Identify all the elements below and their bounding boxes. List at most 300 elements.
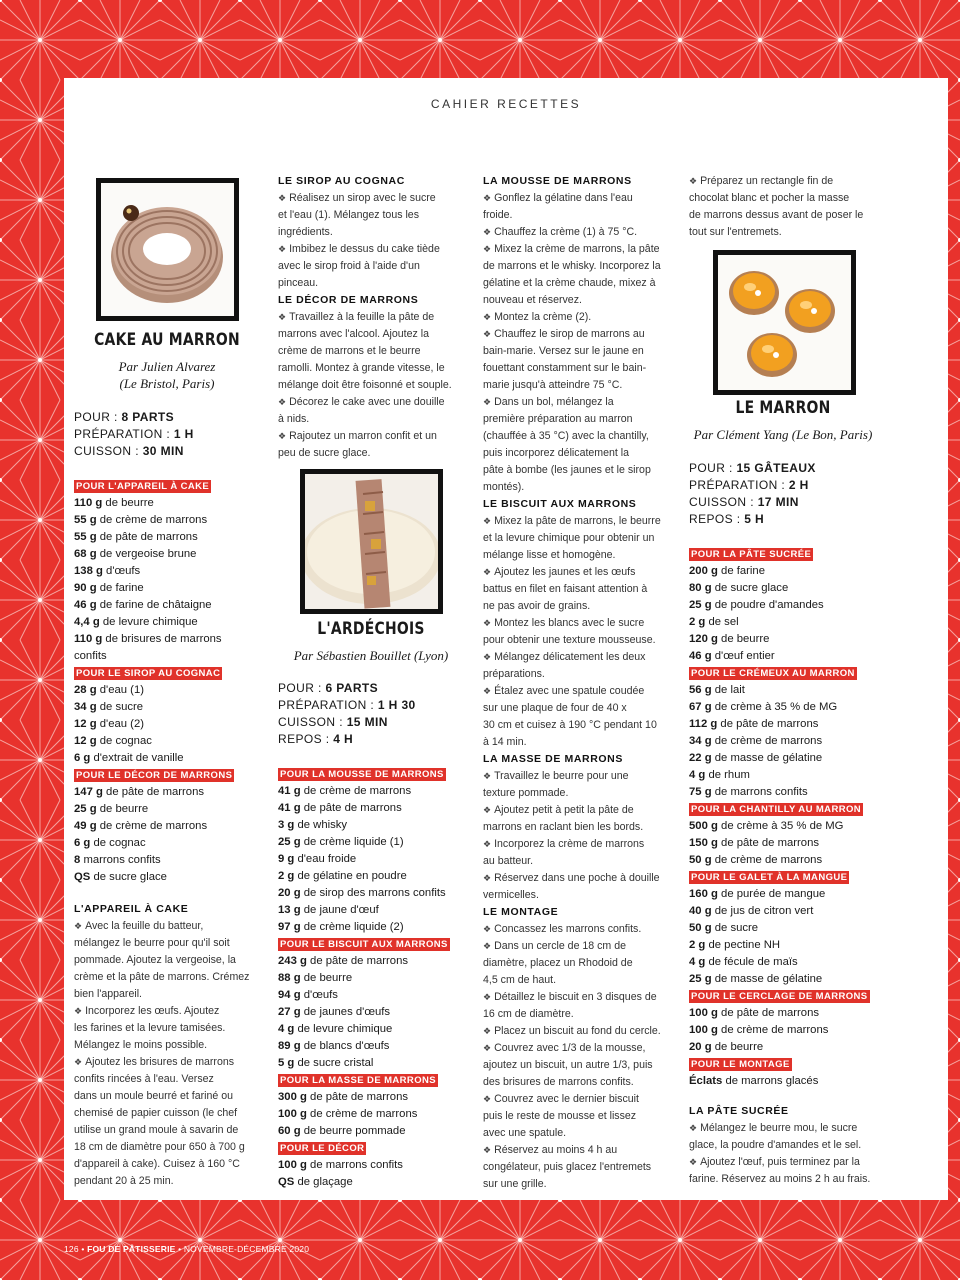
- step-text: montés).: [483, 481, 525, 493]
- step-line: [278, 309, 466, 326]
- step-text: ingrédients.: [278, 226, 333, 238]
- method-steps: [278, 173, 466, 462]
- ingredient-label: de pâte de marrons: [310, 955, 408, 967]
- bullet-icon: ❖: [483, 924, 492, 934]
- ingredient-qty: 4 g: [689, 769, 706, 781]
- ingredient-label: d'extrait de vanille: [93, 752, 184, 764]
- ingredient-item: [278, 970, 470, 987]
- step-text: Décorez le cake avec une douille: [289, 396, 445, 408]
- ingredient-item: [278, 919, 470, 936]
- ingredient-label: de marrons confits: [310, 1159, 403, 1171]
- bullet-icon: ❖: [74, 921, 83, 931]
- ingredient-item: [74, 682, 264, 699]
- bullet-icon: ❖: [278, 244, 287, 254]
- recipe-title: LE MARRON: [735, 398, 831, 418]
- step-text: Ajoutez petit à petit la pâte de: [494, 804, 634, 816]
- ingredient-label: de pâte de marrons: [303, 802, 402, 814]
- step-line: [483, 972, 675, 989]
- ingredient-qty: 2 g: [689, 939, 706, 951]
- step-line: [483, 428, 675, 445]
- ingredient-qty: 100 g: [278, 1108, 307, 1120]
- step-text: vermicelles.: [483, 889, 539, 901]
- ingredient-label: de pâte de marrons: [721, 1007, 819, 1019]
- step-text: 16 cm de diamètre.: [483, 1008, 574, 1020]
- ingredient-label: de crème à 35 % de MG: [721, 820, 844, 832]
- ingredient-qty: 49 g: [74, 820, 97, 832]
- step-text: Mixez la pâte de marrons, le beurre: [494, 515, 661, 527]
- recipe-meta: [278, 680, 464, 748]
- step-text: avec une spatule.: [483, 1127, 567, 1139]
- ingredient-qty: 55 g: [74, 531, 97, 543]
- bullet-icon: ❖: [483, 1094, 492, 1104]
- ingredient-label: d'eau (2): [99, 718, 144, 730]
- recipe-meta: [689, 460, 877, 528]
- step-text: Placez un biscuit au fond du cercle.: [494, 1025, 661, 1037]
- ingredient-qty: 500 g: [689, 820, 718, 832]
- step-text: texture pommade.: [483, 787, 569, 799]
- step-text: de marrons dessus avant de poser le: [689, 209, 864, 221]
- ingredient-item: [689, 580, 881, 597]
- ingredient-qty: 12 g: [74, 718, 97, 730]
- ingredient-item: [74, 835, 264, 852]
- bullet-icon: ❖: [483, 227, 492, 237]
- ingredient-item: [689, 835, 881, 852]
- bullet-icon: ❖: [483, 618, 492, 628]
- ingredient-label: de rhum: [708, 769, 750, 781]
- method-steps: [689, 173, 881, 241]
- ingredient-label: de crème de marrons: [721, 1024, 829, 1036]
- ingredient-qty: 34 g: [74, 701, 97, 713]
- step-text: Montez les blancs avec le sucre: [494, 617, 645, 629]
- ingredient-item: [278, 851, 470, 868]
- ingredient-label: marrons confits: [83, 854, 161, 866]
- step-text: diamètre, placez un Rhodoid de: [483, 957, 633, 969]
- step-line: [483, 819, 675, 836]
- ingredient-item: [74, 801, 264, 818]
- step-line: [483, 530, 675, 547]
- ingredient-label: de jaune d'œuf: [303, 904, 379, 916]
- ingredient-qty: 22 g: [689, 752, 712, 764]
- step-text: farine. Réservez au moins 2 h au frais.: [689, 1173, 871, 1185]
- ingredient-label: d'œuf entier: [714, 650, 775, 662]
- ingredient-item: [689, 699, 881, 716]
- meta-prep: PRÉPARATION : 1 H 30: [278, 698, 416, 712]
- ingredient-qty: 243 g: [278, 955, 307, 967]
- step-line: [483, 547, 675, 564]
- recipe-title: L'ARDÉCHOIS: [317, 619, 425, 639]
- ingredient-list: [689, 546, 881, 1090]
- ingredient-label: de crème de marrons: [310, 1108, 418, 1120]
- ingredient-item: [74, 597, 264, 614]
- ingredient-group-title: POUR L'APPAREIL À CAKE: [76, 481, 210, 492]
- ingredient-item: [278, 783, 470, 800]
- ingredient-label: de levure chimique: [297, 1023, 393, 1035]
- step-line: [483, 768, 675, 785]
- step-line: [278, 326, 466, 343]
- step-line: [483, 1006, 675, 1023]
- step-text: Couvrez avec 1/3 de la mousse,: [494, 1042, 646, 1054]
- step-line: [689, 207, 881, 224]
- step-line: [483, 683, 675, 700]
- ingredient-qty: 110 g: [74, 497, 103, 509]
- step-text: pour obtenir une texture mousseuse.: [483, 634, 656, 646]
- step-line: [483, 989, 675, 1006]
- bullet-icon: ❖: [483, 329, 492, 339]
- ingredient-qty: QS: [74, 871, 91, 883]
- ingredient-qty: 160 g: [689, 888, 718, 900]
- step-line: [483, 1057, 675, 1074]
- step-text: Détaillez le biscuit en 3 disques de: [494, 991, 657, 1003]
- meta-cuisson: CUISSON : 17 MIN: [689, 495, 799, 509]
- ingredient-qty: 150 g: [689, 837, 718, 849]
- ingredient-qty: 50 g: [689, 922, 712, 934]
- step-heading: LA MOUSSE DE MARRONS: [483, 175, 632, 187]
- step-line: [483, 598, 675, 615]
- step-text: peu de sucre glace.: [278, 447, 371, 459]
- bullet-icon: ❖: [483, 516, 492, 526]
- ingredient-label: de sel: [708, 616, 739, 628]
- step-text: froide.: [483, 209, 513, 221]
- ingredient-label: de gélatine en poudre: [297, 870, 407, 882]
- ingredient-qty: 12 g: [74, 735, 97, 747]
- step-line: [74, 969, 264, 986]
- ingredient-qty: 25 g: [74, 803, 97, 815]
- step-line: [483, 1159, 675, 1176]
- step-line: [689, 1120, 881, 1137]
- ingredient-label: de farine: [99, 582, 144, 594]
- ingredient-label: de crème à 35 % de MG: [714, 701, 838, 713]
- ingredient-item: [689, 614, 881, 631]
- ingredient-item: [278, 1157, 470, 1174]
- meta-pour: POUR : 8 PARTS: [74, 410, 175, 424]
- step-line: [74, 1071, 264, 1088]
- ingredient-qty: 25 g: [689, 599, 712, 611]
- ingredient-item: [689, 733, 881, 750]
- bullet-icon: ❖: [483, 941, 492, 951]
- ingredient-item: [278, 987, 470, 1004]
- ingredient-qty: 6 g: [74, 752, 91, 764]
- step-line: [74, 952, 264, 969]
- ingredient-item: [74, 750, 264, 767]
- step-line: [483, 479, 675, 496]
- ingredient-label: de poudre d'amandes: [714, 599, 824, 611]
- ingredient-label: de crème de marrons: [99, 514, 208, 526]
- step-text: Ajoutez les brisures de marrons: [85, 1056, 235, 1068]
- step-text: Montez la crème (2).: [494, 311, 592, 323]
- ingredient-item: [74, 869, 264, 886]
- bullet-icon: ❖: [689, 1157, 698, 1167]
- step-line: [483, 411, 675, 428]
- ingredient-label: de levure chimique: [102, 616, 198, 628]
- step-text: Travaillez le beurre pour une: [494, 770, 629, 782]
- ingredient-item: [74, 784, 264, 801]
- ingredient-item: [689, 903, 881, 920]
- step-text: crème et la pâte de marrons. Crémez: [74, 971, 250, 983]
- bullet-icon: ❖: [483, 873, 492, 883]
- step-line: [483, 1142, 675, 1159]
- step-line: [74, 1173, 264, 1190]
- bullet-icon: ❖: [483, 1145, 492, 1155]
- step-line: [689, 173, 881, 190]
- ingredient-label: de sucre glace: [714, 582, 789, 594]
- step-line: [483, 717, 675, 734]
- bullet-icon: ❖: [483, 1026, 492, 1036]
- step-text: crème de marrons et le beurre: [278, 345, 421, 357]
- ingredient-qty: 55 g: [74, 514, 97, 526]
- meta-cuisson: CUISSON : 15 MIN: [278, 715, 388, 729]
- step-text: ne pas avoir de grains.: [483, 600, 591, 612]
- step-text: chemisé de papier cuisson (le chef: [74, 1107, 238, 1119]
- ingredient-item: [278, 868, 470, 885]
- step-text: 18 cm de diamètre pour 650 à 700 g: [74, 1141, 245, 1153]
- step-heading: L'APPAREIL À CAKE: [74, 903, 189, 915]
- step-line: [483, 1108, 675, 1125]
- meta-pour: POUR : 15 GÂTEAUX: [689, 461, 816, 475]
- ingredient-item: [74, 818, 264, 835]
- step-line: [483, 785, 675, 802]
- step-line: [74, 1105, 264, 1122]
- step-text: de marrons et le whisky. Incorporez la: [483, 260, 661, 272]
- step-line: [483, 649, 675, 666]
- ingredient-qty: 5 g: [278, 1057, 295, 1069]
- step-line: [689, 190, 881, 207]
- bullet-icon: ❖: [689, 176, 698, 186]
- bullet-icon: ❖: [483, 805, 492, 815]
- step-line: [74, 935, 264, 952]
- ingredient-qty: 100 g: [278, 1159, 307, 1171]
- ingredient-label: de sucre cristal: [297, 1057, 374, 1069]
- ingredient-label: de beurre: [303, 972, 353, 984]
- bullet-icon: ❖: [74, 1057, 83, 1067]
- step-line: [74, 1020, 264, 1037]
- recipe-meta: [74, 409, 260, 460]
- ingredient-label: de beurre: [714, 1041, 764, 1053]
- ingredient-label: de whisky: [297, 819, 348, 831]
- ingredient-label: de jus de citron vert: [714, 905, 814, 917]
- ingredient-qty: 28 g: [74, 684, 97, 696]
- step-line: [689, 224, 881, 241]
- ingredient-item: [278, 817, 470, 834]
- bullet-icon: ❖: [278, 397, 287, 407]
- step-heading: LA PÂTE SUCRÉE: [689, 1105, 789, 1117]
- step-text: Mélangez délicatement les deux: [494, 651, 646, 663]
- ingredient-label: de sucre glace: [93, 871, 167, 883]
- ingredient-label: de blancs d'œufs: [303, 1040, 390, 1052]
- bullet-icon: ❖: [483, 992, 492, 1002]
- ingredient-qty: 56 g: [689, 684, 712, 696]
- ingredient-label: de fécule de maïs: [708, 956, 798, 968]
- ingredient-qty: 40 g: [689, 905, 712, 917]
- ingredient-group-title: POUR LA PÂTE SUCRÉE: [691, 549, 812, 560]
- step-text: avec le sirop froid à l'aide d'un: [278, 260, 420, 272]
- ingredient-qty: 8: [74, 854, 81, 866]
- ingredient-item: [74, 699, 264, 716]
- ingredient-qty: 110 g: [74, 633, 103, 645]
- ingredient-label: de pectine NH: [708, 939, 781, 951]
- ingredient-label: de crème de marrons: [714, 735, 823, 747]
- ingredient-group-title: POUR LA CHANTILLY AU MARRON: [691, 804, 862, 815]
- cake-au-marron-photo: [96, 178, 239, 321]
- step-text: puis le reste de mousse et lissez: [483, 1110, 637, 1122]
- bullet-icon: ❖: [483, 312, 492, 322]
- ingredient-list: [74, 478, 264, 886]
- step-line: [483, 955, 675, 972]
- step-line: [483, 1125, 675, 1142]
- step-line: [278, 411, 466, 428]
- step-text: Imbibez le dessus du cake tiède: [289, 243, 440, 255]
- ingredient-item: [689, 750, 881, 767]
- ingredient-item: [74, 631, 264, 648]
- ingredient-qty: QS: [278, 1176, 295, 1188]
- step-text: préparations.: [483, 668, 545, 680]
- ingredient-label: de masse de gélatine: [714, 973, 823, 985]
- step-text: première préparation au marron: [483, 413, 633, 425]
- ingredient-qty: 41 g: [278, 802, 301, 814]
- ingredient-qty: 300 g: [278, 1091, 307, 1103]
- ingredient-qty: 67 g: [689, 701, 712, 713]
- step-line: [74, 918, 264, 935]
- step-line: [278, 241, 466, 258]
- step-line: [483, 1023, 675, 1040]
- ingredient-qty: 97 g: [278, 921, 301, 933]
- ingredient-label: de masse de gélatine: [714, 752, 823, 764]
- step-line: [74, 1088, 264, 1105]
- step-text: à nids.: [278, 413, 310, 425]
- step-text: ramolli. Montez à grande vitesse, le: [278, 362, 445, 374]
- step-text: tout sur l'entremets.: [689, 226, 782, 238]
- ingredient-item: [278, 902, 470, 919]
- step-line: [278, 224, 466, 241]
- step-text: dans un moule beurré et fariné ou: [74, 1090, 234, 1102]
- ingredient-qty: 120 g: [689, 633, 718, 645]
- chestnut-ring-cake-image: [101, 183, 234, 316]
- step-heading: LA MASSE DE MARRONS: [483, 753, 623, 765]
- step-line: [483, 870, 675, 887]
- ingredient-qty: 80 g: [689, 582, 712, 594]
- step-text: Étalez avec une spatule coudée: [494, 685, 645, 697]
- ingredient-qty: 68 g: [74, 548, 97, 560]
- step-heading: LE MONTAGE: [483, 906, 559, 918]
- step-line: [483, 241, 675, 258]
- step-text: gélatine et la crème chaude, mixez à: [483, 277, 656, 289]
- step-text: Travaillez à la feuille la pâte de: [289, 311, 435, 323]
- ingredient-qty: 100 g: [689, 1007, 718, 1019]
- step-text: Ajoutez l'œuf, puis terminez par la: [700, 1156, 860, 1168]
- step-line: [278, 394, 466, 411]
- ingredient-item: [689, 648, 881, 665]
- ingredient-qty: 2 g: [278, 870, 295, 882]
- step-text: mélangez le beurre pour qu'il soit: [74, 937, 230, 949]
- le-marron-photo: [713, 250, 856, 395]
- step-text: nouveau et réservez.: [483, 294, 582, 306]
- meta-repos: REPOS : 4 H: [278, 732, 354, 746]
- step-line: [74, 986, 264, 1003]
- ingredient-qty: 2 g: [689, 616, 706, 628]
- ingredient-label: de glaçage: [297, 1176, 353, 1188]
- step-line: [483, 309, 675, 326]
- step-line: [74, 1037, 264, 1054]
- ingredient-item: [689, 971, 881, 988]
- ingredient-label: de farine de châtaigne: [99, 599, 212, 611]
- step-text: et l'eau (1). Mélangez tous les: [278, 209, 419, 221]
- ingredient-item: [278, 1123, 470, 1140]
- bullet-icon: ❖: [278, 193, 287, 203]
- step-text: Ajoutez les jaunes et les œufs: [494, 566, 636, 578]
- ingredient-label: de sucre: [714, 922, 759, 934]
- ingredient-label: d'eau (1): [99, 684, 144, 696]
- ingredient-item: [689, 920, 881, 937]
- step-line: [278, 428, 466, 445]
- recipe-author: Par Clément Yang (Le Bon, Paris): [693, 427, 873, 442]
- ingredient-qty: 75 g: [689, 786, 712, 798]
- ingredient-label: de cognac: [93, 837, 146, 849]
- ingredient-label: de pâte de marrons: [106, 786, 204, 798]
- step-line: [483, 190, 675, 207]
- step-text: Dans un cercle de 18 cm de: [494, 940, 626, 952]
- step-text: chocolat blanc et pocher la masse: [689, 192, 850, 204]
- recipe-page: [64, 78, 948, 1200]
- ingredient-label: de pâte de marrons: [310, 1091, 408, 1103]
- ingredient-qty: 27 g: [278, 1006, 301, 1018]
- step-text: Incorporez la crème de marrons: [494, 838, 645, 850]
- step-line: [483, 275, 675, 292]
- step-line: [483, 887, 675, 904]
- ingredient-group-title: POUR LE DÉCOR DE MARRONS: [76, 770, 233, 781]
- step-line: [483, 836, 675, 853]
- bullet-icon: ❖: [483, 1043, 492, 1053]
- step-line: [483, 513, 675, 530]
- ingredient-label: de brisures de marrons: [105, 633, 222, 645]
- step-line: [483, 802, 675, 819]
- ingredient-qty: 34 g: [689, 735, 712, 747]
- recipe-author: Par Sébastien Bouillet (Lyon): [293, 648, 449, 663]
- step-line: [278, 360, 466, 377]
- ingredient-group-title: POUR LE GALET À LA MANGUE: [691, 872, 848, 883]
- step-text: 4,5 cm de haut.: [483, 974, 557, 986]
- recipe-title: CAKE AU MARRON: [94, 330, 240, 350]
- ingredient-label: de crème de marrons: [303, 785, 412, 797]
- ingredient-item: [689, 1073, 881, 1090]
- ingredient-item: [689, 716, 881, 733]
- step-line: [483, 632, 675, 649]
- step-line: [483, 292, 675, 309]
- ingredient-item: [278, 1038, 470, 1055]
- step-line: [483, 377, 675, 394]
- ingredient-item: [689, 767, 881, 784]
- step-text: sur une plaque de four de 40 x: [483, 702, 627, 714]
- ingredient-group-title: POUR LE CRÉMEUX AU MARRON: [691, 668, 855, 679]
- chestnut-tartlets-image: [718, 255, 851, 390]
- step-line: [483, 207, 675, 224]
- meta-cuisson: CUISSON : 30 MIN: [74, 444, 184, 458]
- ingredient-item: [74, 529, 264, 546]
- meta-repos: REPOS : 5 H: [689, 512, 765, 526]
- ingredient-label: de lait: [714, 684, 745, 696]
- ingredient-label: de cognac: [99, 735, 152, 747]
- footer-issue: • NOVEMBRE-DÉCEMBRE 2020: [178, 1244, 310, 1254]
- page-footer: [64, 1244, 309, 1254]
- ingredient-qty: 147 g: [74, 786, 103, 798]
- section-header: CAHIER RECETTES: [430, 97, 582, 111]
- step-line: [689, 1154, 881, 1171]
- ingredient-qty: 138 g: [74, 565, 103, 577]
- bullet-icon: ❖: [74, 1006, 83, 1016]
- ingredient-group-title: POUR LE CERCLAGE DE MARRONS: [691, 991, 868, 1002]
- step-text: mélange lisse et homogène.: [483, 549, 616, 561]
- ingredient-item: [278, 800, 470, 817]
- step-line: [278, 343, 466, 360]
- step-text: les farines et la levure tamisées.: [74, 1022, 226, 1034]
